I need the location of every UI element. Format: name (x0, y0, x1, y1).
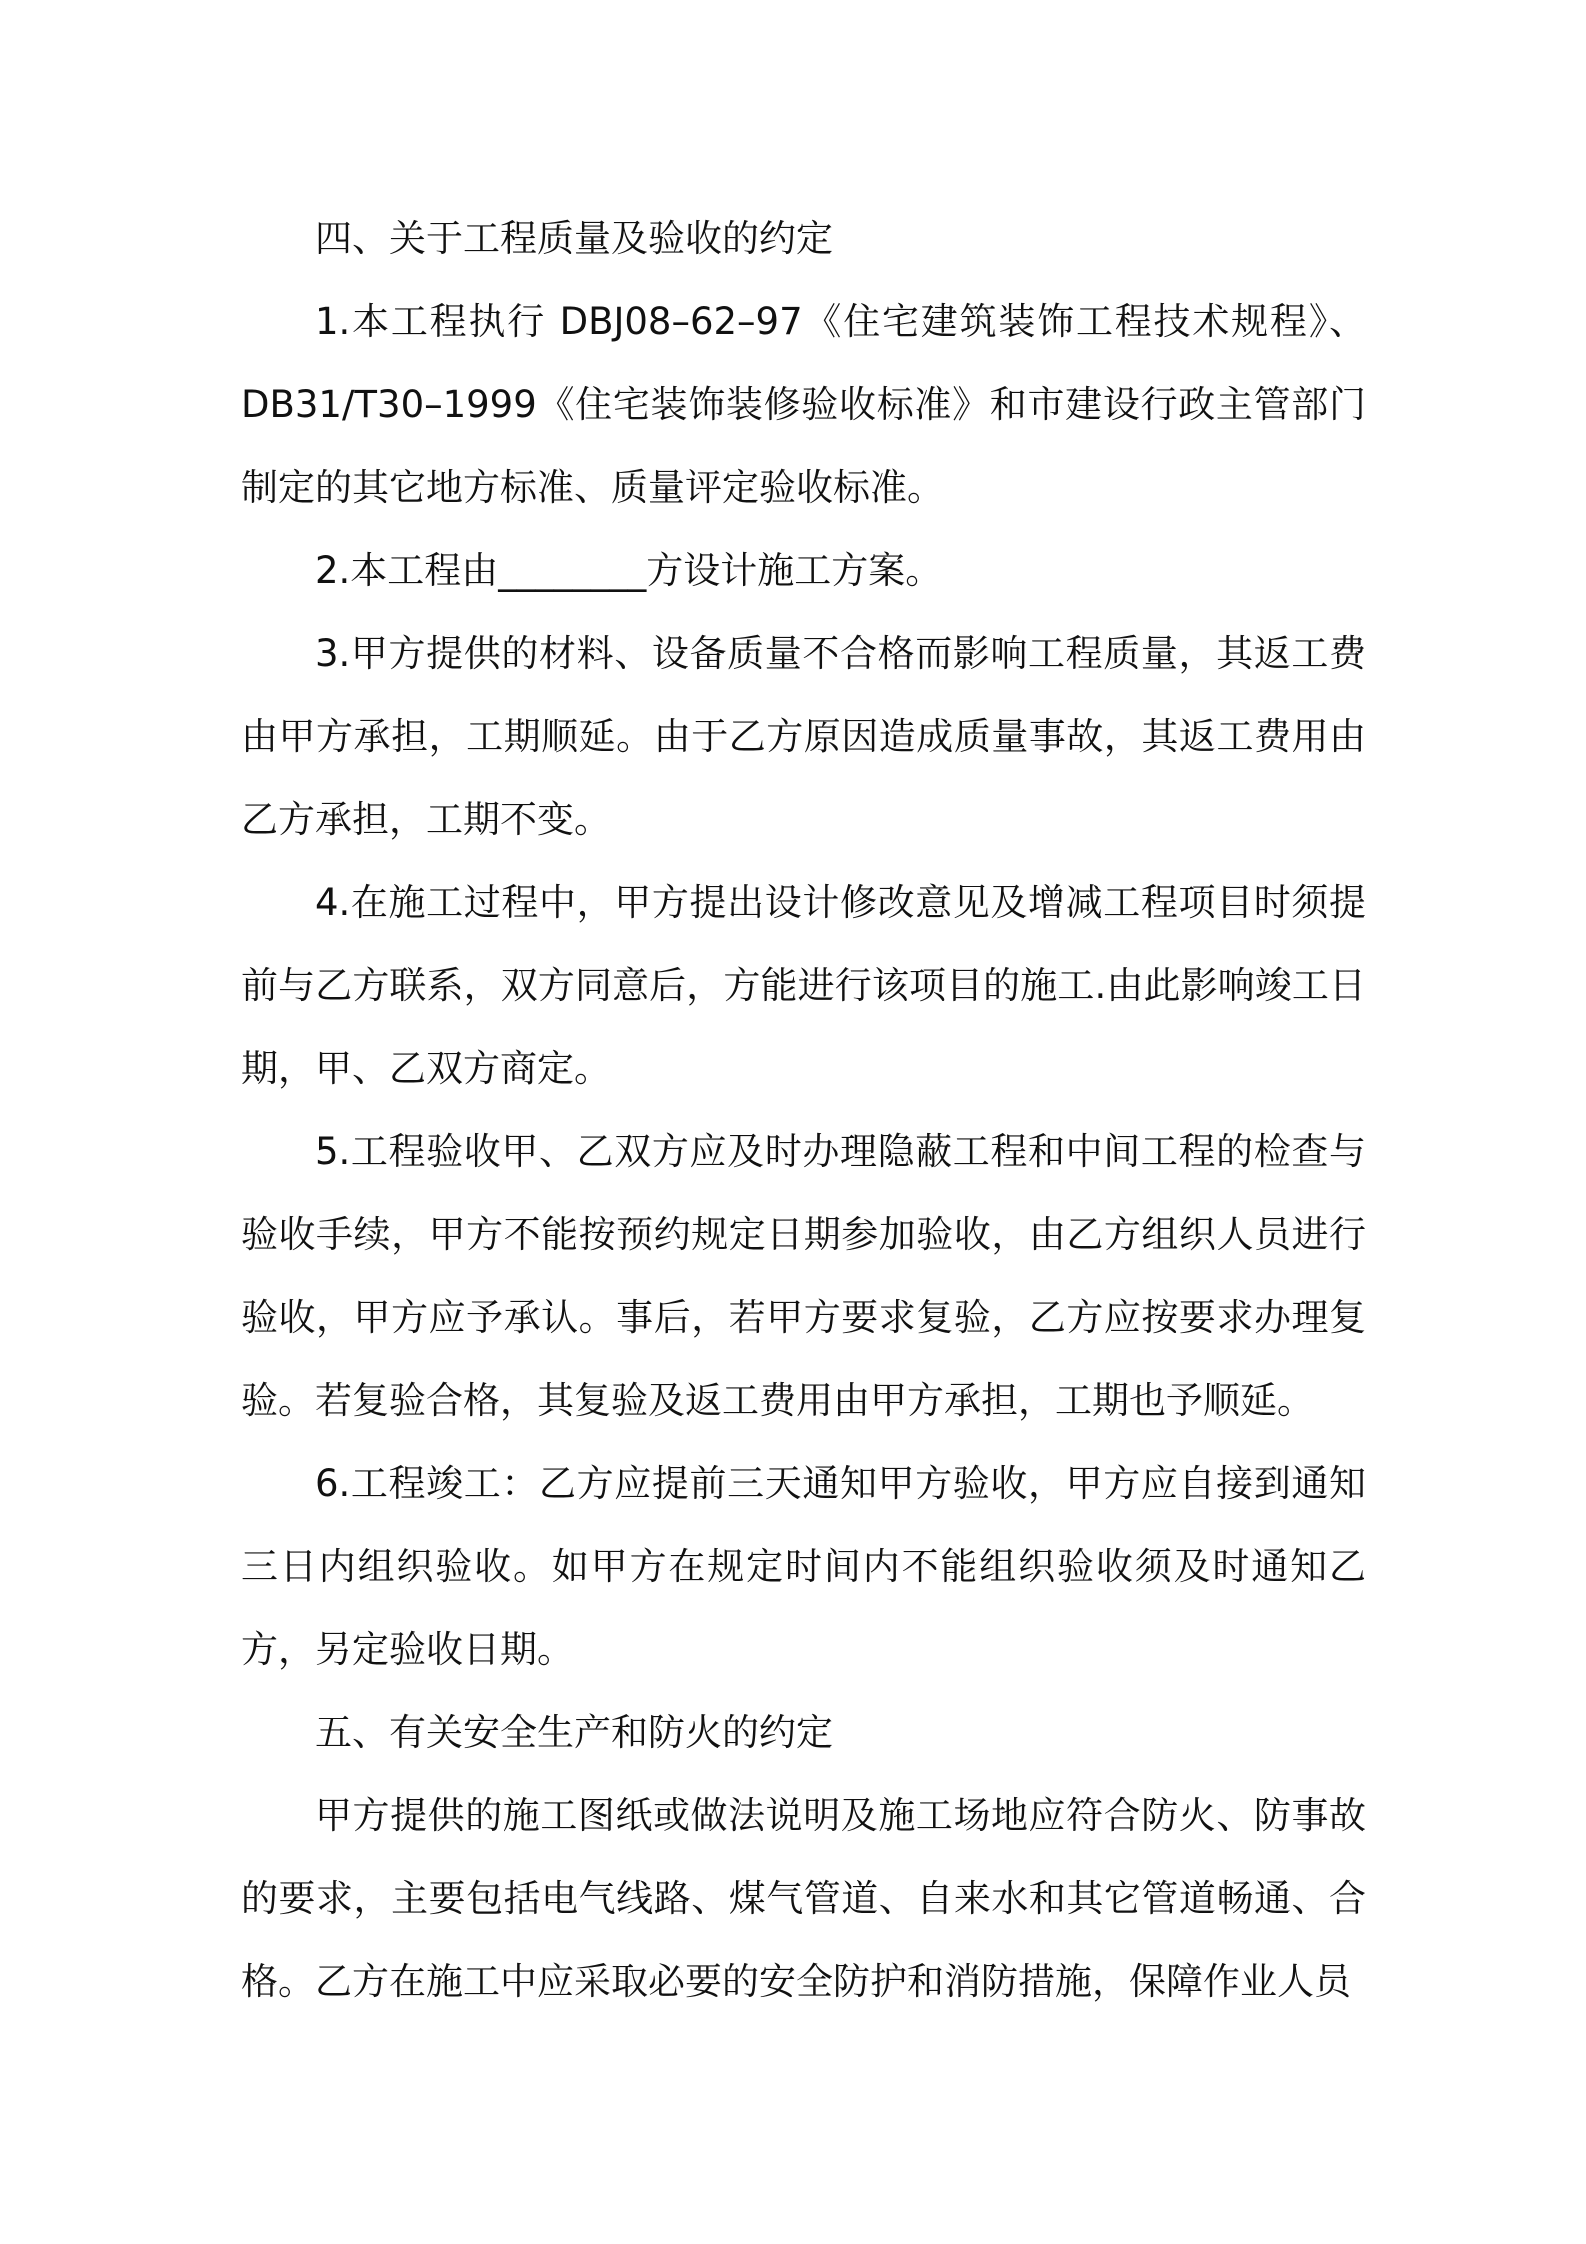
clause-4-design-changes: 4.在施工过程中，甲方提出设计修改意见及增减工程项目时须提前与乙方联系，双方同意后，方能进行该项目的施工.由此影响竣工日期，甲、乙双方商定。 (241, 881, 1366, 1090)
clause-3-material-quality: 3.甲方提供的材料、设备质量不合格而影响工程质量，其返工费由甲方承担，工期顺延。由于乙方原因造成质量事故，其返工费用由乙方承担，工期不变。 (241, 632, 1366, 841)
document-body (241, 197, 1366, 2023)
safety-paragraph: 甲方提供的施工图纸或做法说明及施工场地应符合防火、防事故的要求，主要包括电气线路、煤气管道、自来水和其它管道畅通、合格。乙方在施工中应采取必要的安全防护和消防措施，保障作业人员 (241, 1794, 1366, 2003)
clause-6-completion: 6.工程竣工：乙方应提前三天通知甲方验收，甲方应自接到通知三日内组织验收。如甲方在规定时间内不能组织验收须及时通知乙方，另定验收日期。 (241, 1462, 1366, 1671)
clause-1-standards: 1.本工程执行 DBJ08–62–97《住宅建筑装饰工程技术规程》、DB31/T30–1999《住宅装饰装修验收标准》和市建设行政主管部门制定的其它地方标准、质量评定验收标准。 (241, 300, 1366, 509)
clause-5-inspection: 5.工程验收甲、乙双方应及时办理隐蔽工程和中间工程的检查与验收手续，甲方不能按预约规定日期参加验收，由乙方组织人员进行验收，甲方应予承认。事后，若甲方要求复验，乙方应按要求办理复验。若复验合格，其复验及返工费用由甲方承担，工期也予顺延。 (241, 1130, 1366, 1422)
section-heading-quality-acceptance: 四、关于工程质量及验收的约定 (315, 217, 833, 260)
clause-2-design-party: 2.本工程由________方设计施工方案。 (315, 549, 943, 592)
section-heading-safety-fire: 五、有关安全生产和防火的约定 (315, 1711, 833, 1754)
